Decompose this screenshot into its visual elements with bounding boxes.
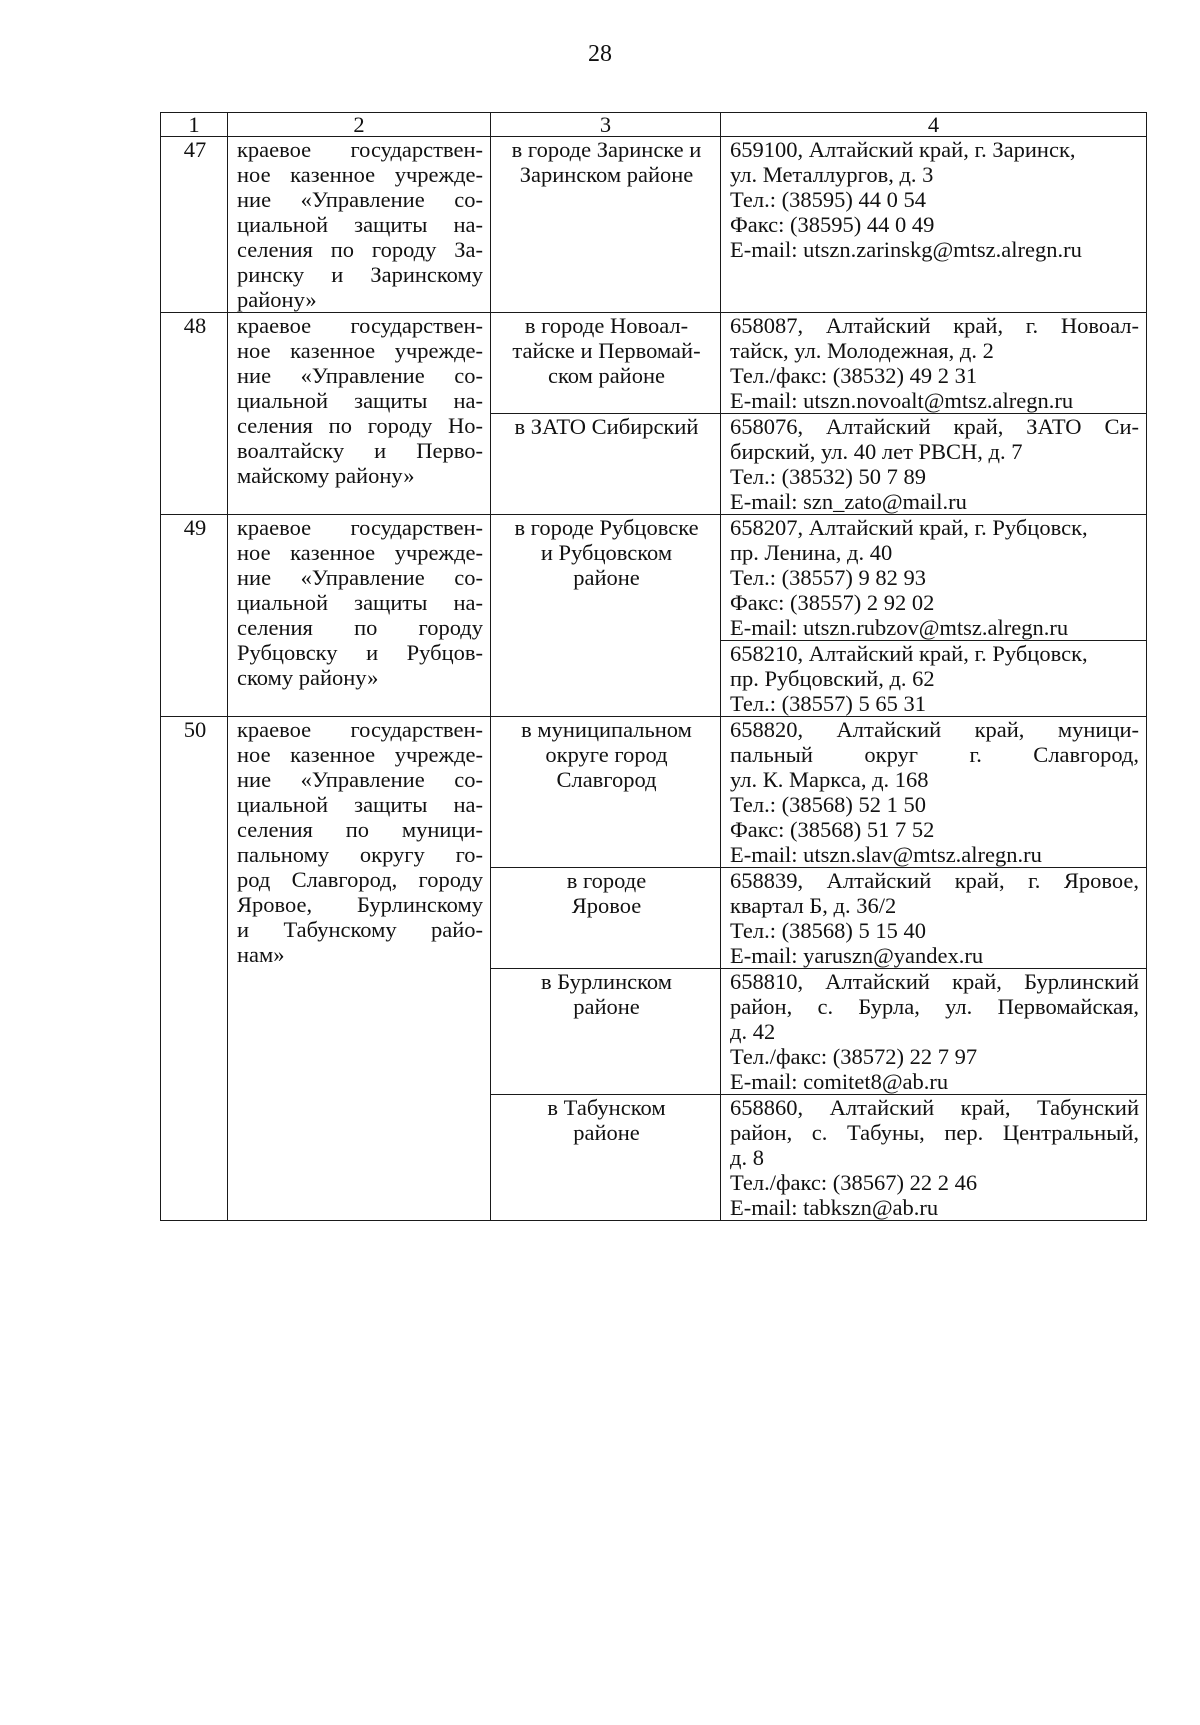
page-number: 28 (588, 41, 612, 67)
table-header-row (161, 113, 1147, 137)
organization-name: краевое государствен- ное казенное учрежде- ние «Управление со- циальной защиты на- селения по городу За- ринску и Заринскому району» (228, 137, 491, 313)
table-row (161, 515, 1147, 641)
service-area: в городе Новоал- тайске и Первомай- ском районе (491, 313, 721, 414)
organization-name: краевое государствен- ное казенное учрежде- ние «Управление со- циальной защиты на- селения по городу Но- воалтайску и Перво- майскому району» (228, 313, 491, 515)
contact-info: 658860, Алтайский край, Табунский район, с. Табуны, пер. Центральный, д. 8 Тел./факс: (38567) 22 2 46 E-mail: tabkszn@ab.ru (721, 1095, 1147, 1221)
service-area: в городе Заринске и Заринском районе (491, 137, 721, 313)
contact-info: 658839, Алтайский край, г. Яровое, квартал Б, д. 36/2 Тел.: (38568) 5 15 40 E-mail: yaruszn@yandex.ru (721, 868, 1147, 969)
contact-info: 658087, Алтайский край, г. Новоал- тайск, ул. Молодежная, д. 2 Тел./факс: (38532) 49 2 31 E-mail: utszn.novoalt@mtsz.alregn.ru (721, 313, 1147, 414)
table-row (161, 717, 1147, 868)
organization-name: краевое государствен- ное казенное учрежде- ние «Управление со- циальной защиты на- селения по муници- пальному округу го- род Славгород, городу Яровое, Бурлинскому и Табунскому райо- нам» (228, 717, 491, 1221)
contact-info: 658210, Алтайский край, г. Рубцовск, пр. Рубцовский, д. 62 Тел.: (38557) 5 65 31 (721, 641, 1147, 717)
contact-info: 658820, Алтайский край, муници- пальный округ г. Славгород, ул. К. Маркса, д. 168 Тел.: (38568) 52 1 50 Факс: (38568) 51 7 52 E-mail: utszn.slav@mtsz.alregn.ru (721, 717, 1147, 868)
column-header: 4 (721, 113, 1147, 137)
row-number: 49 (161, 515, 228, 717)
row-number: 48 (161, 313, 228, 515)
contact-info: 659100, Алтайский край, г. Заринск, ул. Металлургов, д. 3 Тел.: (38595) 44 0 54 Факс: (38595) 44 0 49 E-mail: utszn.zarinskg@mtsz.alregn.ru (721, 137, 1147, 313)
service-area: в муниципальном округе город Славгород (491, 717, 721, 868)
row-number: 47 (161, 137, 228, 313)
table-row (161, 137, 1147, 313)
table-row (161, 313, 1147, 414)
service-area: в ЗАТО Сибирский (491, 414, 721, 515)
service-area: в Бурлинском районе (491, 969, 721, 1095)
contact-info: 658207, Алтайский край, г. Рубцовск, пр. Ленина, д. 40 Тел.: (38557) 9 82 93 Факс: (38557) 2 92 02 E-mail: utszn.rubzov@mtsz.alregn.ru (721, 515, 1147, 641)
contact-info: 658076, Алтайский край, ЗАТО Си- бирский, ул. 40 лет РВСН, д. 7 Тел.: (38532) 50 7 89 E-mail: szn_zato@mail.ru (721, 414, 1147, 515)
column-header: 2 (228, 113, 491, 137)
service-area: в Табунском районе (491, 1095, 721, 1221)
contact-info: 658810, Алтайский край, Бурлинский район, с. Бурла, ул. Первомайская, д. 42 Тел./факс: (38572) 22 7 97 E-mail: comitet8@ab.ru (721, 969, 1147, 1095)
column-header: 3 (491, 113, 721, 137)
row-number: 50 (161, 717, 228, 1221)
service-area: в городе Рубцовске и Рубцовском районе (491, 515, 721, 717)
institutions-table (160, 112, 1147, 1221)
column-header: 1 (161, 113, 228, 137)
service-area: в городе Яровое (491, 868, 721, 969)
organization-name: краевое государствен- ное казенное учрежде- ние «Управление со- циальной защиты на- селения по городу Рубцовску и Рубцов- скому району» (228, 515, 491, 717)
